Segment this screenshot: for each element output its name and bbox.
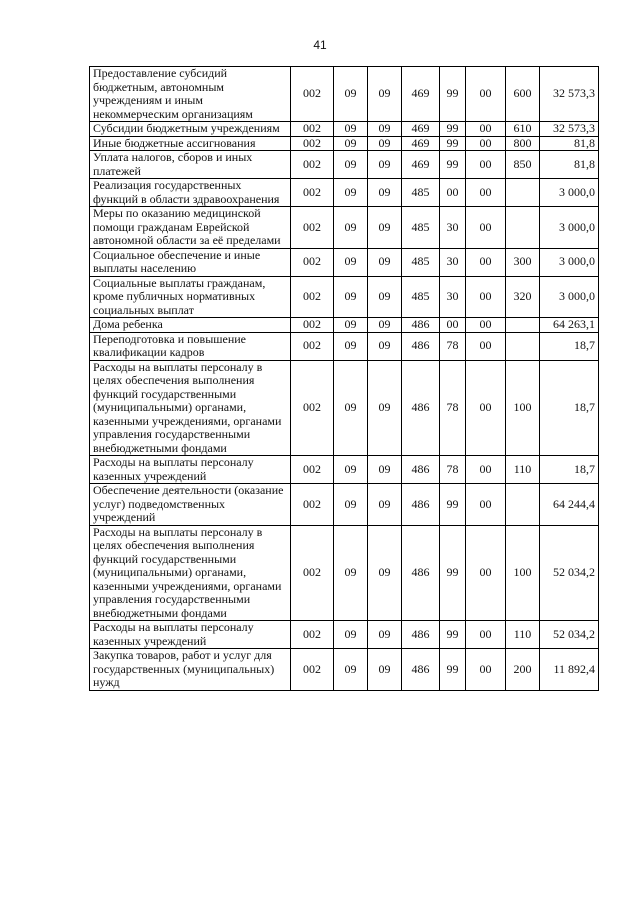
row-section-code: 09 bbox=[334, 649, 368, 691]
table-row bbox=[90, 248, 599, 276]
table-row bbox=[90, 207, 599, 249]
row-name: Расходы на выплаты персоналу в целях обеспечения выполнения функций государственными (муниципальными) органами, казенными учреждениями, органами управления государственными внебюджетными фондами bbox=[90, 525, 291, 621]
row-subsection-code: 09 bbox=[368, 179, 402, 207]
row-expense-type-code: 100 bbox=[506, 525, 540, 621]
table-row bbox=[90, 151, 599, 179]
row-article-code: 469 bbox=[402, 151, 440, 179]
row-amount: 18,7 bbox=[540, 332, 599, 360]
row-expense-type-code: 200 bbox=[506, 649, 540, 691]
row-amount: 81,8 bbox=[540, 151, 599, 179]
row-subsection-code: 09 bbox=[368, 484, 402, 526]
row-subarticle-code: 78 bbox=[440, 332, 466, 360]
row-amount: 18,7 bbox=[540, 360, 599, 456]
row-amount: 64 263,1 bbox=[540, 318, 599, 333]
row-name: Расходы на выплаты персоналу в целях обеспечения выполнения функций государственными (муниципальными) органами, казенными учреждениями, органами управления государственными внебюджетными фондами bbox=[90, 360, 291, 456]
row-amount: 64 244,4 bbox=[540, 484, 599, 526]
page-number: 41 bbox=[313, 38, 327, 52]
table-row bbox=[90, 67, 599, 122]
row-ministry-code: 002 bbox=[291, 332, 334, 360]
row-section-code: 09 bbox=[334, 122, 368, 137]
row-subarticle-code: 00 bbox=[440, 318, 466, 333]
row-ministry-code: 002 bbox=[291, 207, 334, 249]
row-subsection-code: 09 bbox=[368, 621, 402, 649]
row-amount: 11 892,4 bbox=[540, 649, 599, 691]
row-ministry-code: 002 bbox=[291, 318, 334, 333]
row-expense-type-code: 610 bbox=[506, 122, 540, 137]
row-subsection-code: 09 bbox=[368, 151, 402, 179]
row-article-code: 486 bbox=[402, 621, 440, 649]
row-name: Расходы на выплаты персоналу казенных учреждений bbox=[90, 621, 291, 649]
row-expense-type-code: 110 bbox=[506, 621, 540, 649]
row-subarticle-code: 78 bbox=[440, 456, 466, 484]
row-amount: 52 034,2 bbox=[540, 621, 599, 649]
row-element-code: 00 bbox=[466, 649, 506, 691]
row-ministry-code: 002 bbox=[291, 136, 334, 151]
row-subsection-code: 09 bbox=[368, 122, 402, 137]
row-subsection-code: 09 bbox=[368, 332, 402, 360]
row-section-code: 09 bbox=[334, 179, 368, 207]
row-amount: 81,8 bbox=[540, 136, 599, 151]
row-subsection-code: 09 bbox=[368, 248, 402, 276]
row-subarticle-code: 99 bbox=[440, 621, 466, 649]
table-row bbox=[90, 318, 599, 333]
row-amount: 3 000,0 bbox=[540, 207, 599, 249]
row-article-code: 486 bbox=[402, 525, 440, 621]
row-expense-type-code bbox=[506, 484, 540, 526]
table-row bbox=[90, 484, 599, 526]
row-name: Реализация государственных функций в области здравоохранения bbox=[90, 179, 291, 207]
row-name: Предоставление субсидий бюджетным, автономным учреждениям и иным некоммерческим организациям bbox=[90, 67, 291, 122]
row-subsection-code: 09 bbox=[368, 360, 402, 456]
row-name: Уплата налогов, сборов и иных платежей bbox=[90, 151, 291, 179]
row-subsection-code: 09 bbox=[368, 207, 402, 249]
row-ministry-code: 002 bbox=[291, 276, 334, 318]
row-expense-type-code: 110 bbox=[506, 456, 540, 484]
row-ministry-code: 002 bbox=[291, 151, 334, 179]
row-element-code: 00 bbox=[466, 276, 506, 318]
row-subarticle-code: 99 bbox=[440, 122, 466, 137]
row-expense-type-code: 320 bbox=[506, 276, 540, 318]
row-ministry-code: 002 bbox=[291, 360, 334, 456]
row-expense-type-code bbox=[506, 207, 540, 249]
row-subarticle-code: 78 bbox=[440, 360, 466, 456]
row-article-code: 485 bbox=[402, 248, 440, 276]
row-subarticle-code: 99 bbox=[440, 525, 466, 621]
row-element-code: 00 bbox=[466, 67, 506, 122]
row-article-code: 486 bbox=[402, 456, 440, 484]
row-expense-type-code: 600 bbox=[506, 67, 540, 122]
row-amount: 3 000,0 bbox=[540, 276, 599, 318]
row-ministry-code: 002 bbox=[291, 525, 334, 621]
row-amount: 32 573,3 bbox=[540, 67, 599, 122]
row-subarticle-code: 99 bbox=[440, 151, 466, 179]
row-subarticle-code: 99 bbox=[440, 484, 466, 526]
row-expense-type-code bbox=[506, 179, 540, 207]
table-row bbox=[90, 621, 599, 649]
row-ministry-code: 002 bbox=[291, 621, 334, 649]
row-element-code: 00 bbox=[466, 621, 506, 649]
row-article-code: 469 bbox=[402, 122, 440, 137]
row-section-code: 09 bbox=[334, 525, 368, 621]
row-amount: 3 000,0 bbox=[540, 179, 599, 207]
row-section-code: 09 bbox=[334, 456, 368, 484]
row-section-code: 09 bbox=[334, 332, 368, 360]
row-section-code: 09 bbox=[334, 151, 368, 179]
row-ministry-code: 002 bbox=[291, 67, 334, 122]
row-expense-type-code bbox=[506, 318, 540, 333]
row-name: Обеспечение деятельности (оказание услуг) подведомственных учреждений bbox=[90, 484, 291, 526]
row-amount: 32 573,3 bbox=[540, 122, 599, 137]
row-ministry-code: 002 bbox=[291, 484, 334, 526]
table-row bbox=[90, 456, 599, 484]
row-subarticle-code: 30 bbox=[440, 248, 466, 276]
row-name: Меры по оказанию медицинской помощи гражданам Еврейской автономной области за её пределами bbox=[90, 207, 291, 249]
row-element-code: 00 bbox=[466, 332, 506, 360]
row-subarticle-code: 99 bbox=[440, 649, 466, 691]
table-row bbox=[90, 276, 599, 318]
table-row bbox=[90, 649, 599, 691]
table-row bbox=[90, 136, 599, 151]
row-ministry-code: 002 bbox=[291, 649, 334, 691]
row-element-code: 00 bbox=[466, 122, 506, 137]
row-subsection-code: 09 bbox=[368, 525, 402, 621]
row-element-code: 00 bbox=[466, 318, 506, 333]
row-article-code: 469 bbox=[402, 136, 440, 151]
row-name: Расходы на выплаты персоналу казенных учреждений bbox=[90, 456, 291, 484]
row-section-code: 09 bbox=[334, 484, 368, 526]
row-name: Социальные выплаты гражданам, кроме публичных нормативных социальных выплат bbox=[90, 276, 291, 318]
budget-table bbox=[89, 66, 599, 691]
row-subsection-code: 09 bbox=[368, 276, 402, 318]
row-name: Дома ребенка bbox=[90, 318, 291, 333]
row-section-code: 09 bbox=[334, 360, 368, 456]
row-article-code: 486 bbox=[402, 318, 440, 333]
row-expense-type-code: 850 bbox=[506, 151, 540, 179]
row-element-code: 00 bbox=[466, 248, 506, 276]
row-section-code: 09 bbox=[334, 207, 368, 249]
row-article-code: 486 bbox=[402, 484, 440, 526]
budget-table-body bbox=[90, 67, 599, 691]
row-article-code: 486 bbox=[402, 649, 440, 691]
row-article-code: 485 bbox=[402, 276, 440, 318]
row-article-code: 485 bbox=[402, 179, 440, 207]
row-article-code: 485 bbox=[402, 207, 440, 249]
row-section-code: 09 bbox=[334, 136, 368, 151]
row-section-code: 09 bbox=[334, 67, 368, 122]
row-name: Социальное обеспечение и иные выплаты населению bbox=[90, 248, 291, 276]
row-subarticle-code: 00 bbox=[440, 179, 466, 207]
table-row bbox=[90, 360, 599, 456]
row-element-code: 00 bbox=[466, 525, 506, 621]
row-name: Закупка товаров, работ и услуг для государственных (муниципальных) нужд bbox=[90, 649, 291, 691]
row-expense-type-code: 800 bbox=[506, 136, 540, 151]
row-name: Переподготовка и повышение квалификации кадров bbox=[90, 332, 291, 360]
row-subsection-code: 09 bbox=[368, 67, 402, 122]
row-element-code: 00 bbox=[466, 484, 506, 526]
row-element-code: 00 bbox=[466, 136, 506, 151]
table-row bbox=[90, 332, 599, 360]
row-amount: 18,7 bbox=[540, 456, 599, 484]
row-expense-type-code: 300 bbox=[506, 248, 540, 276]
row-expense-type-code bbox=[506, 332, 540, 360]
row-subarticle-code: 99 bbox=[440, 67, 466, 122]
row-article-code: 469 bbox=[402, 67, 440, 122]
table-row bbox=[90, 525, 599, 621]
row-amount: 52 034,2 bbox=[540, 525, 599, 621]
row-ministry-code: 002 bbox=[291, 179, 334, 207]
row-amount: 3 000,0 bbox=[540, 248, 599, 276]
row-element-code: 00 bbox=[466, 179, 506, 207]
row-section-code: 09 bbox=[334, 276, 368, 318]
row-element-code: 00 bbox=[466, 360, 506, 456]
row-element-code: 00 bbox=[466, 151, 506, 179]
row-subarticle-code: 30 bbox=[440, 276, 466, 318]
row-name: Иные бюджетные ассигнования bbox=[90, 136, 291, 151]
row-ministry-code: 002 bbox=[291, 122, 334, 137]
row-element-code: 00 bbox=[466, 456, 506, 484]
row-subarticle-code: 99 bbox=[440, 136, 466, 151]
row-article-code: 486 bbox=[402, 332, 440, 360]
row-subarticle-code: 30 bbox=[440, 207, 466, 249]
row-subsection-code: 09 bbox=[368, 456, 402, 484]
row-article-code: 486 bbox=[402, 360, 440, 456]
row-ministry-code: 002 bbox=[291, 456, 334, 484]
row-subsection-code: 09 bbox=[368, 649, 402, 691]
row-name: Субсидии бюджетным учреждениям bbox=[90, 122, 291, 137]
row-element-code: 00 bbox=[466, 207, 506, 249]
row-section-code: 09 bbox=[334, 248, 368, 276]
table-row bbox=[90, 179, 599, 207]
row-expense-type-code: 100 bbox=[506, 360, 540, 456]
row-subsection-code: 09 bbox=[368, 136, 402, 151]
table-row bbox=[90, 122, 599, 137]
row-ministry-code: 002 bbox=[291, 248, 334, 276]
row-section-code: 09 bbox=[334, 318, 368, 333]
row-section-code: 09 bbox=[334, 621, 368, 649]
row-subsection-code: 09 bbox=[368, 318, 402, 333]
